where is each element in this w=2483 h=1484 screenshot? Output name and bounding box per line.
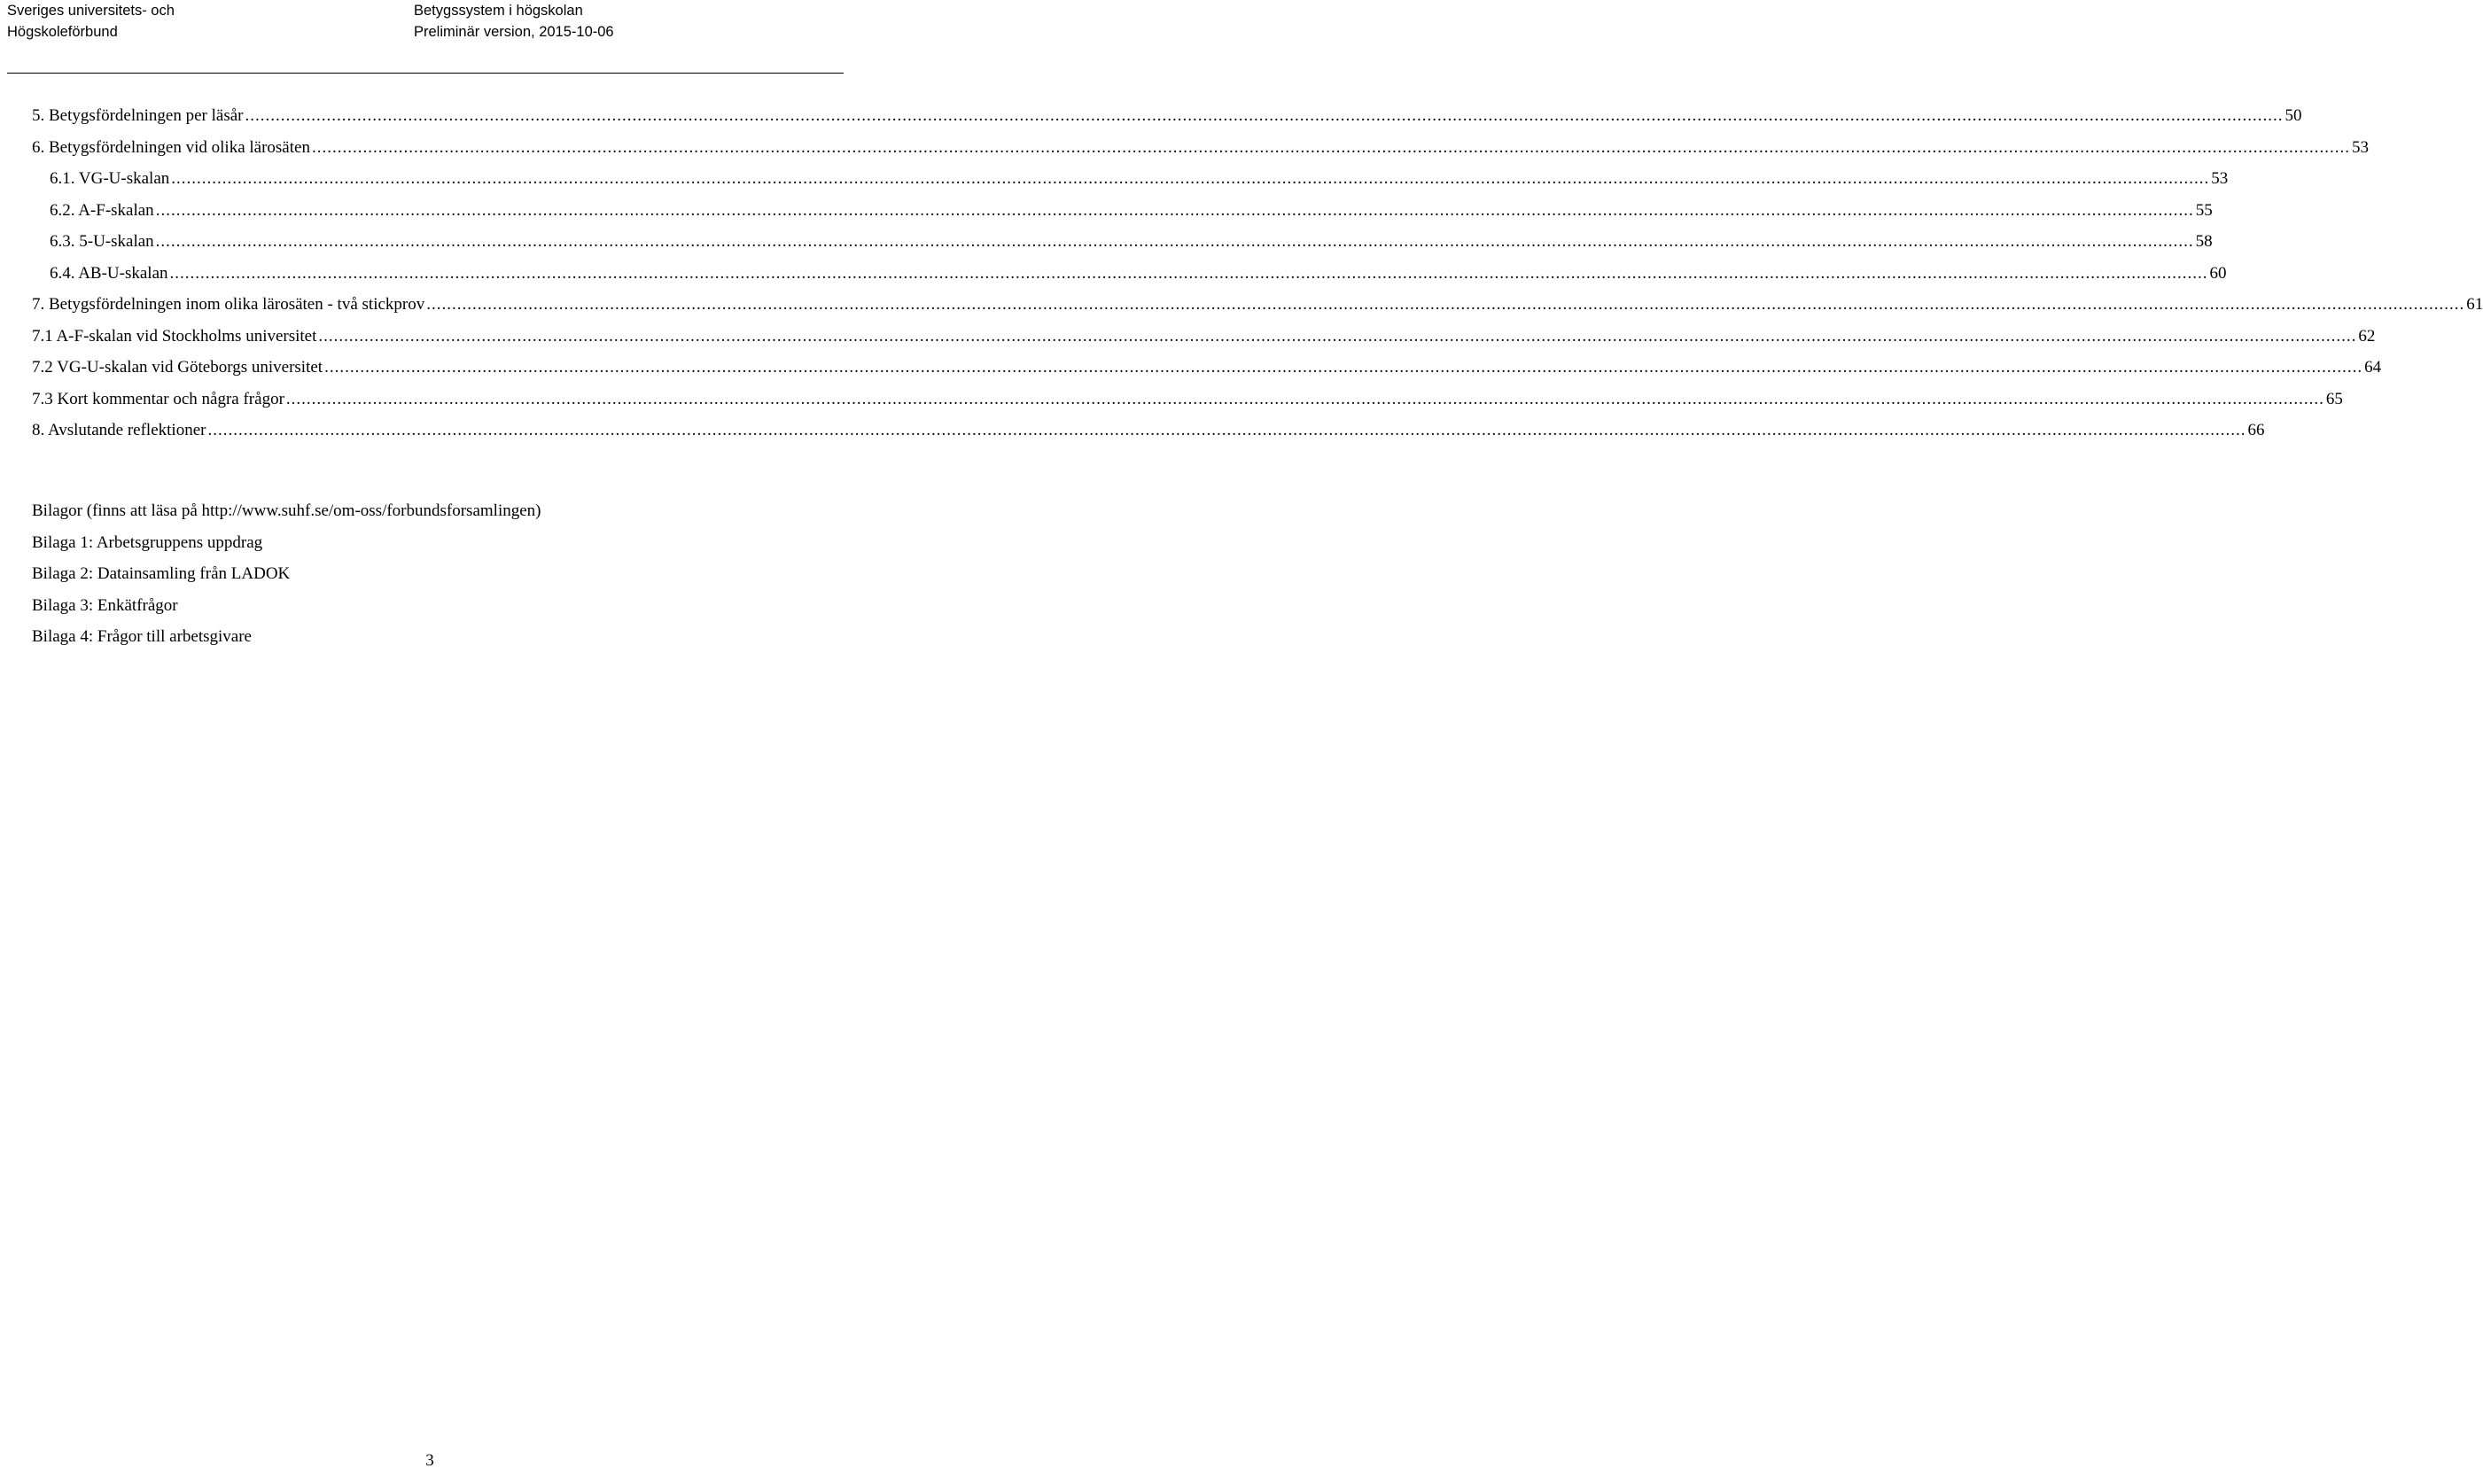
appendix-list — [32, 501, 541, 659]
toc-entry-page: 53 — [2211, 169, 2229, 188]
toc-entry-label: 7. Betygsfördelningen inom olika lärosäten - två stickprov — [32, 295, 425, 314]
table-of-contents — [32, 106, 2483, 453]
toc-entry-page: 61 — [2466, 295, 2483, 314]
toc-leader-dots: ................................................................................................................................................................................................................................................................................................................................................................................................................ — [169, 263, 2208, 283]
header-divider — [7, 73, 844, 74]
toc-entry-label: 6.4. AB-U-skalan — [50, 263, 168, 283]
toc-entry[interactable] — [32, 106, 2302, 138]
toc-entry-label: 6.1. VG-U-skalan — [50, 169, 170, 188]
appendix-item: Bilaga 3: Enkätfrågor — [32, 595, 178, 615]
toc-leader-dots: ................................................................................................................................................................................................................................................................................................................................................................................................................ — [285, 389, 2324, 408]
header-org-line1: Sveriges universitets- och — [7, 3, 175, 19]
toc-entry-label: 6.3. 5-U-skalan — [50, 232, 154, 251]
appendix-item: Bilaga 2: Datainsamling från LADOK — [32, 564, 291, 583]
toc-leader-dots: ................................................................................................................................................................................................................................................................................................................................................................................................................ — [155, 200, 2194, 220]
toc-entry-page: 66 — [2247, 421, 2265, 439]
appendix-item: Bilaga 4: Frågor till arbetsgivare — [32, 627, 252, 646]
toc-entry-page: 53 — [2351, 137, 2369, 157]
toc-entry[interactable] — [32, 326, 2376, 359]
toc-entry-label: 8. Avslutande reflektioner — [32, 421, 206, 439]
toc-entry-page: 60 — [2209, 263, 2227, 283]
toc-entry[interactable] — [32, 421, 2265, 453]
toc-entry-label: 6.2. A-F-skalan — [50, 200, 154, 220]
toc-entry[interactable] — [32, 389, 2343, 422]
page-header — [0, 0, 851, 76]
toc-entry-page: 58 — [2195, 232, 2213, 251]
toc-entry-page: 50 — [2285, 106, 2302, 125]
toc-entry-label: 7.1 A-F-skalan vid Stockholms universitet — [32, 326, 317, 346]
toc-leader-dots: ................................................................................................................................................................................................................................................................................................................................................................................................................ — [318, 326, 2357, 346]
toc-entry[interactable] — [32, 295, 2483, 327]
toc-leader-dots: ................................................................................................................................................................................................................................................................................................................................................................................................................ — [426, 295, 2465, 314]
toc-entry[interactable] — [32, 137, 2369, 170]
toc-leader-dots: ................................................................................................................................................................................................................................................................................................................................................................................................................ — [311, 137, 2350, 157]
toc-entry-label: 7.2 VG-U-skalan vid Göteborgs universitet — [32, 358, 323, 377]
toc-entry[interactable] — [32, 232, 2213, 264]
toc-entry-page: 62 — [2358, 326, 2376, 346]
header-organization — [7, 0, 175, 43]
toc-entry-label: 6. Betygsfördelningen vid olika lärosäten — [32, 137, 310, 157]
appendix-heading: Bilagor (finns att läsa på http://www.suhf.se/om-oss/forbundsforsamlingen) — [32, 501, 541, 520]
toc-entry[interactable] — [32, 263, 2227, 296]
toc-leader-dots: ................................................................................................................................................................................................................................................................................................................................................................................................................ — [171, 169, 2210, 188]
toc-entry-page: 65 — [2325, 389, 2343, 408]
toc-leader-dots: ................................................................................................................................................................................................................................................................................................................................................................................................................ — [324, 358, 2363, 377]
header-doc-version: Preliminär version, 2015-10-06 — [414, 24, 614, 40]
header-doc-title: Betygssystem i högskolan — [414, 3, 583, 19]
toc-entry[interactable] — [32, 169, 2229, 201]
appendix-item: Bilaga 1: Arbetsgruppens uppdrag — [32, 532, 263, 552]
page-number: 3 — [425, 1451, 434, 1470]
toc-entry-label: 7.3 Kort kommentar och några frågor — [32, 389, 284, 408]
header-document-info — [414, 0, 614, 43]
toc-leader-dots: ................................................................................................................................................................................................................................................................................................................................................................................................................ — [155, 232, 2194, 251]
toc-entry-page: 55 — [2195, 200, 2213, 220]
toc-leader-dots: ................................................................................................................................................................................................................................................................................................................................................................................................................ — [245, 106, 2284, 125]
toc-entry-label: 5. Betygsfördelningen per läsår — [32, 106, 244, 125]
toc-leader-dots: ................................................................................................................................................................................................................................................................................................................................................................................................................ — [207, 421, 2246, 439]
toc-entry[interactable] — [32, 200, 2213, 233]
toc-entry[interactable] — [32, 358, 2382, 390]
header-org-line2: Högskoleförbund — [7, 24, 118, 40]
toc-entry-page: 64 — [2364, 358, 2382, 377]
